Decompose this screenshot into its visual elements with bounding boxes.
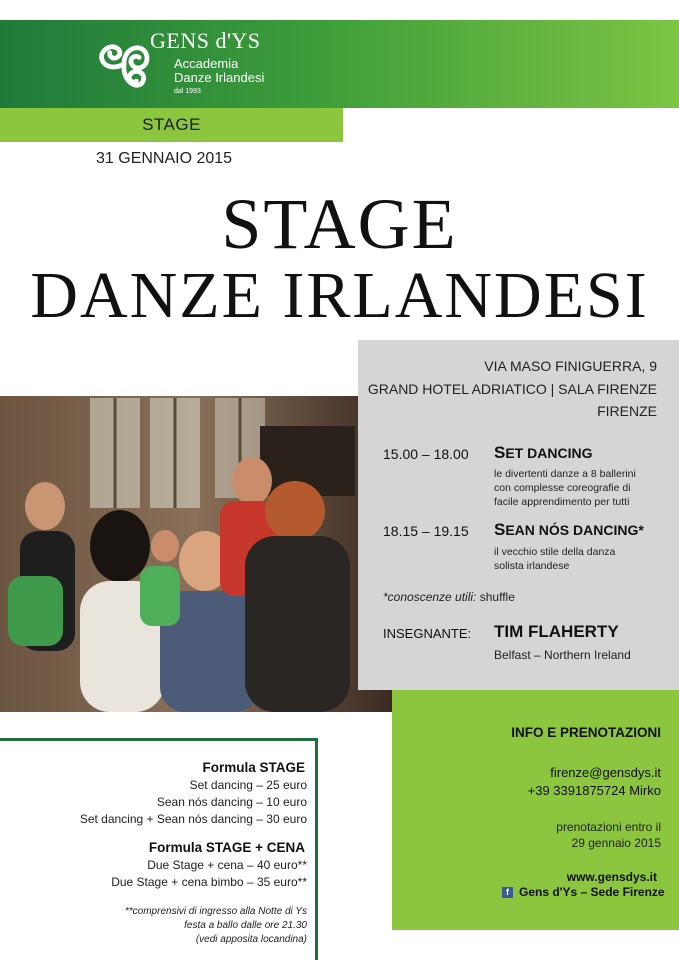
schedule-time-2: 18.15 – 19.15 [383, 523, 469, 539]
stage-bar: STAGE [0, 108, 343, 142]
schedule-time-1: 15.00 – 18.00 [383, 446, 469, 462]
venue-hotel: GRAND HOTEL ADRIATICO | SALA FIRENZE [367, 381, 657, 397]
price-item: Due Stage + cena – 40 euro** [147, 858, 307, 872]
venue-city: FIRENZE [597, 403, 657, 419]
brand-name: GENS d'YS [150, 28, 261, 53]
teacher-place: Belfast – Northern Ireland [494, 648, 631, 662]
schedule-desc-1: le divertenti danze a 8 ballerini con complesse coreografie di facile apprendimento per tutti [494, 468, 636, 508]
schedule-title-1: SET DANCING [494, 443, 593, 462]
website-link[interactable]: www.gensdys.it [566, 870, 657, 884]
contact-phone[interactable]: +39 3391875724 Mirko [527, 783, 661, 798]
booking-deadline: prenotazioni entro il 29 gennaio 2015 [556, 820, 661, 850]
formula-cena-title: Formula STAGE + CENA [148, 840, 305, 855]
price-item: Sean nós dancing – 10 euro [156, 795, 307, 809]
teacher-label: INSEGNANTE: [383, 626, 472, 641]
facebook-link[interactable] [502, 885, 665, 899]
brand-since: dal 1993 [174, 88, 201, 95]
brand-subtitle: Accademia [174, 56, 239, 71]
price-item: Due Stage + cena bimbo – 35 euro** [111, 875, 307, 889]
price-note: **comprensivi di ingresso alla Notte di Ys festa a ballo dalle ore 21.30 (vedi apposita locandina) [124, 906, 307, 945]
schedule-title-2: SEAN NÓS DANCING* [494, 520, 644, 539]
main-title-line1: STAGE [221, 184, 458, 264]
dancers-photo [0, 396, 392, 712]
info-title: INFO E PRENOTAZIONI [511, 725, 661, 740]
price-item: Set dancing + Sean nós dancing – 30 euro [79, 812, 307, 826]
useful-knowledge: *conoscenze utili: shuffle [383, 590, 515, 604]
contact-email[interactable]: firenze@gensdys.it [550, 765, 661, 780]
price-item: Set dancing – 25 euro [189, 778, 307, 792]
venue-street: VIA MASO FINIGUERRA, 9 [484, 358, 657, 374]
facebook-label: Gens d'Ys – Sede Firenze [519, 885, 665, 899]
brand-subtitle-2: Danze Irlandesi [174, 70, 265, 85]
formula-stage-title: Formula STAGE [202, 760, 305, 775]
facebook-icon: f [502, 887, 513, 898]
teacher-name: TIM FLAHERTY [494, 622, 619, 641]
event-date: 31 GENNAIO 2015 [96, 150, 233, 167]
main-title-line2: DANZE IRLANDESI [30, 259, 649, 332]
schedule-desc-2: il vecchio stile della danza solista irlandese [494, 546, 616, 572]
